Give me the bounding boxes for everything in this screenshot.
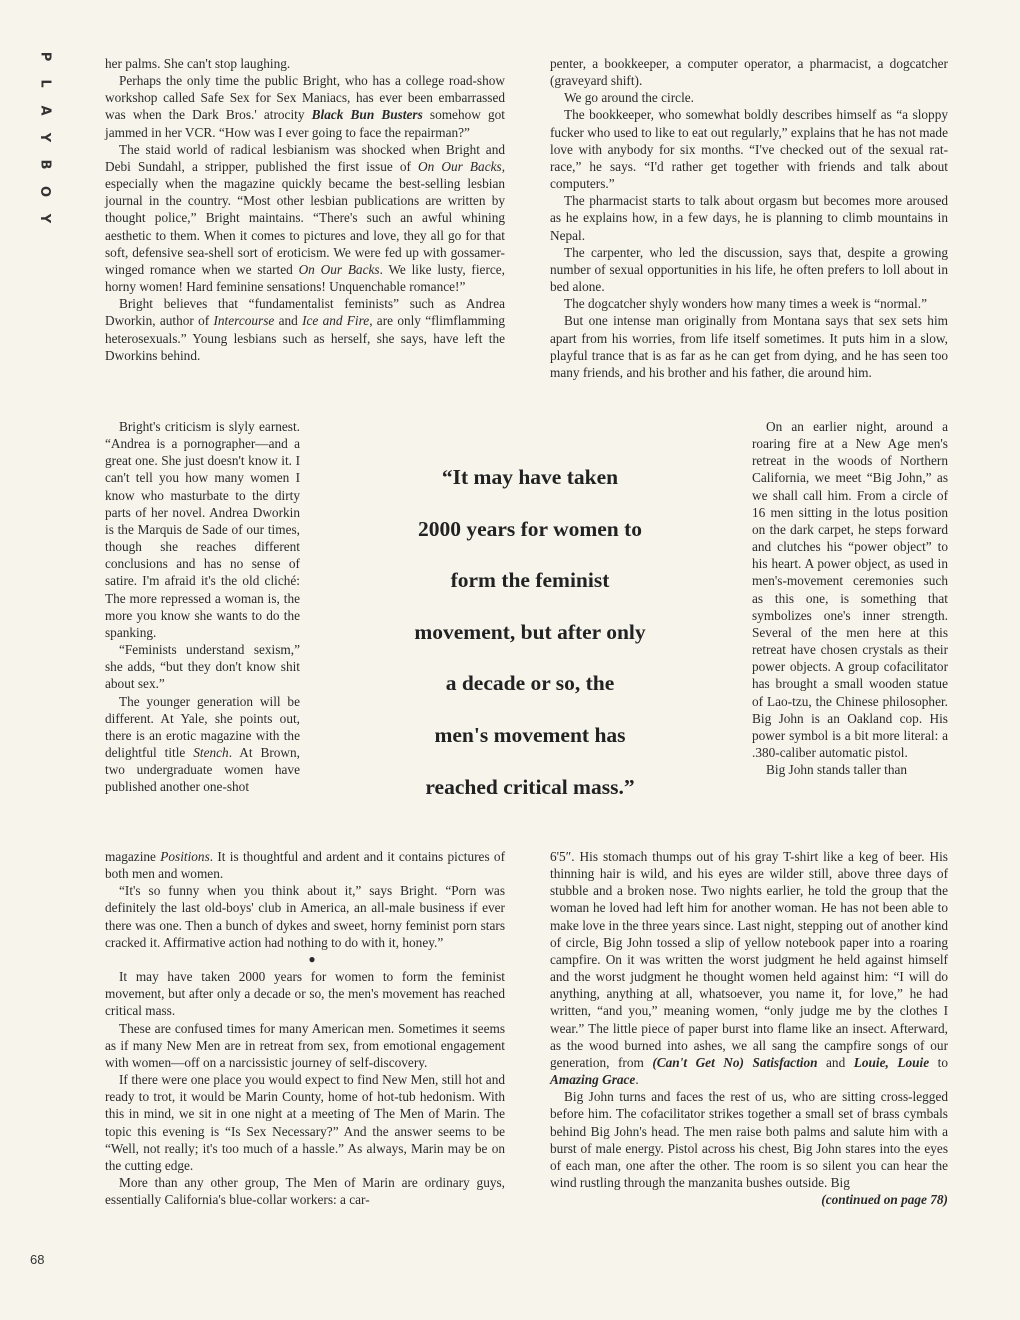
paragraph: Big John turns and faces the rest of us, who are sitting cross-legged before him. The cofacilitator strikes together a small set of brass cymbals behind Big John's head. The men raise both palms and salute him with a burst of male energy. Pistol across his chest, Big John stares into the eyes of each man, one after the other. The room is so silent you can hear the wind rustling through the manzanita bushes outside. Big bbox=[550, 1089, 948, 1190]
paragraph: “Feminists understand sexism,” she adds, “but they don't know shit about sex.” bbox=[105, 642, 300, 692]
paragraph: The bookkeeper, who somewhat boldly describes himself as “a sloppy fucker who used to like to eat out regularly,” explains that he has not made love with anybody for six months. “I've checked out of the sexual rat-race,” he says. “I'd rather get together with friends and talk about computers.” bbox=[550, 107, 948, 192]
paragraph: penter, a bookkeeper, a computer operator, a pharmacist, a dogcatcher (graveyard shift). bbox=[550, 56, 948, 89]
masthead-letter: O bbox=[37, 185, 53, 198]
paragraph: The younger generation will be different. At Yale, she points out, there is an erotic magazine with the delightful title Stench. At Brown, two undergraduate women have published another one-shot bbox=[105, 693, 301, 795]
paragraph: The pharmacist starts to talk about orgasm but becomes more aroused as he explains how, in a few days, he is planning to climb mountains in Nepal. bbox=[550, 193, 948, 243]
paragraph: More than any other group, The Men of Marin are ordinary guys, essentially California's blue-collar workers: a car- bbox=[105, 1174, 505, 1208]
column-left-narrow bbox=[105, 418, 300, 795]
page-number: 68 bbox=[30, 1252, 45, 1267]
pull-quote bbox=[330, 452, 730, 813]
paragraph: Bright believes that “fundamentalist feminists” such as Andrea Dworkin, author of Intercourse and Ice and Fire, are only “flimflamming heterosexuals.” Young lesbians such as herself, she says, have left the Dworkins behind. bbox=[105, 296, 505, 363]
section-separator: ● bbox=[308, 951, 316, 966]
paragraph: On an earlier night, around a roaring fire at a New Age men's retreat in the woods of Northern California, we meet “Big John,” as we shall call him. From a circle of 16 men sitting in the lotus position on the dark carpet, he steps forward and clutches his “power object” to his heart. A power object, as used in men's-movement ceremonies such as this one, is something that symbolizes one's inner strength. Several of the men here at this retreat have chosen crystals as their power objects. A group cofacilitator has brought a small wooden statue of Lao-tzu, the Chinese philosopher. Big John is an Oakland cop. His power symbol is a bit more literal: a .380-caliber automatic pistol. bbox=[752, 419, 948, 760]
paragraph: 6'5″. His stomach thumps out of his gray T-shirt like a keg of beer. His thinning hair is wild, and his eyes are wilder still, above three days of stubble and a broken nose. Two nights earlier, he told the group that the woman he loved had left him for another woman. He has not been able to make love in the three years since. Last night, stepping out of another kind of circle, Big John tossed a slip of yellow notebook paper into a roaring campfire. On it was written the worst judgment he held against himself and the worst judgment he thought women held against him: “I will do anything, anything at all, whatsoever, you name it, for love,” he had written, “and you,” meaning women, “only judge me by the clothes I wear.” The little piece of paper burst into flame like an insect. Afterward, as the wood burned into ashes, we all sang the campfire songs of our generation, from (Can't Get No) Satisfaction and Louie, Louie to Amazing Grace. bbox=[550, 849, 948, 1088]
paragraph: We go around the circle. bbox=[564, 90, 694, 106]
column-right-bottom bbox=[550, 848, 948, 1208]
paragraph: Bright's criticism is slyly earnest. “Andrea is a pornographer—and a great one. She just doesn't know it. I can't tell you how many women I know who masturbate to the dirty parts of her novel. Andrea Dworkin is the Marquis de Sade of our times, though she reaches different conclusions and has no sense of satire. I'm afraid it's the old cliché: The more repressed a woman is, the more you know she wants to do the spanking. bbox=[105, 419, 300, 640]
column-left-bottom bbox=[105, 848, 505, 1208]
masthead-letter: P bbox=[37, 51, 53, 62]
paragraph: These are confused times for many American men. Sometimes it seems as if many New Men are in retreat from sex, from emotional engagement with women—off on a narcissistic journey of self-discovery. bbox=[105, 1020, 505, 1070]
paragraph: The carpenter, who led the discussion, says that, despite a growing number of sexual opportunities in his life, he often prefers to loll about in bed alone. bbox=[550, 244, 948, 295]
column-left-top bbox=[105, 55, 505, 364]
paragraph: The staid world of radical lesbianism was shocked when Bright and Debi Sundahl, a stripper, published the first issue of On Our Backs, especially when the magazine quickly became the best-selling lesbian journal in the country. “Most other lesbian publications are written by thought police,” Bright maintains. “There's such an awful whining aesthetic to them. When it comes to pictures and love, they all go for that soft, defensive sea-shell sort of eroticism. We were fed up with gossamer-winged romance when we started On Our Backs. We like lusty, fierce, horny women! Hard feminine sensations! Unquenchable romance!” bbox=[105, 141, 506, 295]
paragraph: It may have taken 2000 years for women to form the feminist movement, but after only a decade or so, the men's movement has reached critical mass. bbox=[105, 969, 505, 1019]
column-right-narrow bbox=[752, 418, 948, 778]
paragraph: Perhaps the only time the public Bright, who has a college road-show workshop called Safe Sex for Sex Maniacs, has ever been embarrassed was when the Dark Bros.' atrocity Black Bun Busters somehow got jammed in her VCR. “How was I ever going to face the repairman?” bbox=[105, 73, 506, 140]
column-right-top bbox=[550, 55, 948, 381]
masthead-letter: Y bbox=[37, 132, 53, 143]
paragraph: “It's so funny when you think about it,” says Bright. “Porn was definitely the last old-boys' club in America, an all-male business if ever there was one. Then a bunch of dykes and sweet, horny feminist porn stars cracked it. Affirmative action had nothing to do with it, honey.” bbox=[105, 883, 505, 950]
masthead-letter: B bbox=[37, 159, 53, 170]
continued-note: (continued on page 78) bbox=[821, 1192, 948, 1208]
pull-quote-line: a decade or so, the bbox=[445, 671, 615, 696]
paragraph: magazine Positions. It is thoughtful and ardent and it contains pictures of both men and women. bbox=[105, 849, 505, 882]
pull-quote-line: form the feminist bbox=[450, 568, 610, 593]
masthead-letter: A bbox=[37, 105, 53, 116]
paragraph: her palms. She can't stop laughing. bbox=[105, 56, 291, 71]
paragraph: Big John stands taller than bbox=[766, 762, 908, 778]
masthead-letter: Y bbox=[37, 213, 53, 224]
paragraph: The dogcatcher shyly wonders how many times a week is “normal.” bbox=[564, 296, 927, 312]
paragraph: If there were one place you would expect to find New Men, still hot and ready to trot, it would be Marin County, home of hot-tub hedonism. With this in mind, we sit in one night at a meeting of The Men of Marin. The topic this evening is “Is Sex Necessary?” And the answer seems to be “Well, not really; it's too much of a hassle.” As always, Marin may be on the cutting edge. bbox=[105, 1072, 505, 1173]
pull-quote-line: movement, but after only bbox=[414, 619, 646, 644]
pull-quote-line: “It may have taken bbox=[441, 465, 619, 489]
pull-quote-line: 2000 years for women to bbox=[417, 516, 643, 541]
magazine-masthead bbox=[30, 48, 60, 227]
masthead-letter: L bbox=[37, 79, 53, 88]
pull-quote-line: men's movement has bbox=[434, 722, 626, 747]
paragraph: But one intense man originally from Montana says that sex sets him apart from his worries, from life itself sometimes. It puts him in a slow, playful trance that is as far as he can get from dying, and he has seen too many friends, and his brother and his father, die around him. bbox=[550, 313, 948, 380]
pull-quote-line: reached critical mass.” bbox=[425, 774, 635, 799]
